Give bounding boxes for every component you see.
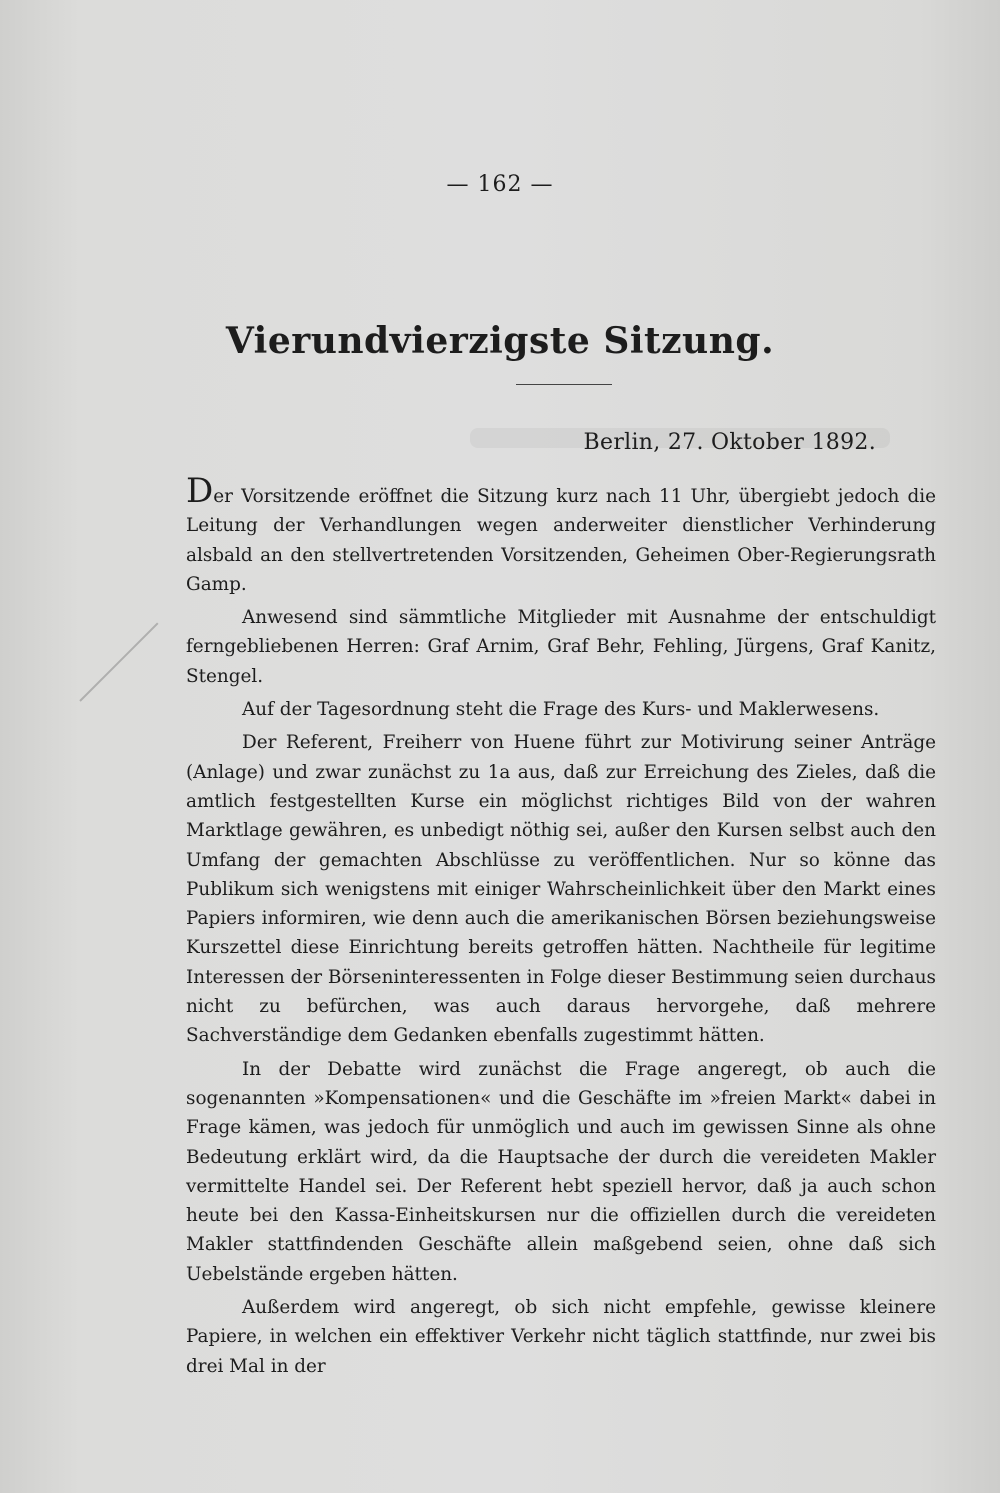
page-number: — 162 — xyxy=(446,172,554,197)
paragraph: In der Debatte wird zunächst die Frage angeregt, ob auch die sogenannten »Kompensationen« und die Geschäfte im »freien Markt« dabei in Frage kämen, was jedoch für unmöglich und auch im gewissen Sinne als ohne Bedeutung erklärt wird, da die Hauptsache der durch die vereideten Makler vermittelte Handel sei. Der Referent hebt speziell hervor, daß ja auch schon heute bei den Kassa-Einheitskursen nur die offiziellen durch die vereideten Makler stattfindenden Geschäfte allein maßgebend seien, ohne daß sich Uebelstände ergeben hätten. xyxy=(186,1058,936,1285)
title-rule xyxy=(516,384,612,385)
paragraph: Anwesend sind sämmtliche Mitglieder mit Ausnahme der entschuldigt ferngebliebenen Herren: Graf Arnim, Graf Behr, Fehling, Jürgens, Graf Kanitz, Stengel. xyxy=(186,607,936,687)
session-title: Vierundvierzigste Sitzung. xyxy=(225,320,775,362)
pencil-mark xyxy=(79,623,158,702)
dateline: Berlin, 27. Oktober 1892. xyxy=(583,430,876,455)
paragraph: Der Vorsitzende eröffnet die Sitzung kurz nach 11 Uhr, übergiebt jedoch die Leitung der Verhandlungen wegen anderweiter dienstlicher Verhinderung alsbald an den stellvertretenden Vorsitzenden, Geheimen Ober-Regierungsrath Gamp. xyxy=(186,471,936,595)
paragraph: Außerdem wird angeregt, ob sich nicht empfehle, gewisse kleinere Papiere, in welchen ein effektiver Verkehr nicht täglich stattfinde, nur zwei bis drei Mal in der xyxy=(186,1297,936,1377)
body-text xyxy=(186,471,936,1385)
paragraph: Auf der Tagesordnung steht die Frage des Kurs- und Maklerwesens. xyxy=(242,699,880,721)
paragraph: Der Referent, Freiherr von Huene führt zur Motivirung seiner Anträge (Anlage) und zwar zunächst zu 1a aus, daß zur Erreichung des Zieles, daß die amtlich festgestellten Kurse ein möglichst richtiges Bild von der wahren Marktlage gewähren, es unbedigt nöthig sei, außer den Kursen selbst auch den Umfang der gemachten Abschlüsse zu veröffentlichen. Nur so könne das Publikum sich wenigstens mit einiger Wahrscheinlichkeit über den Markt eines Papiers informiren, wie denn auch die amerikanischen Börsen beziehungsweise Kurszettel diese Einrichtung bereits getroffen hätten. Nachtheile für legitime Interessen der Börseninteressenten in Folge dieser Bestimmung seien durchaus nicht zu befürchen, was auch daraus hervorgehe, daß mehrere Sachverständige dem Gedanken ebenfalls zugestimmt hätten. xyxy=(186,732,936,1047)
